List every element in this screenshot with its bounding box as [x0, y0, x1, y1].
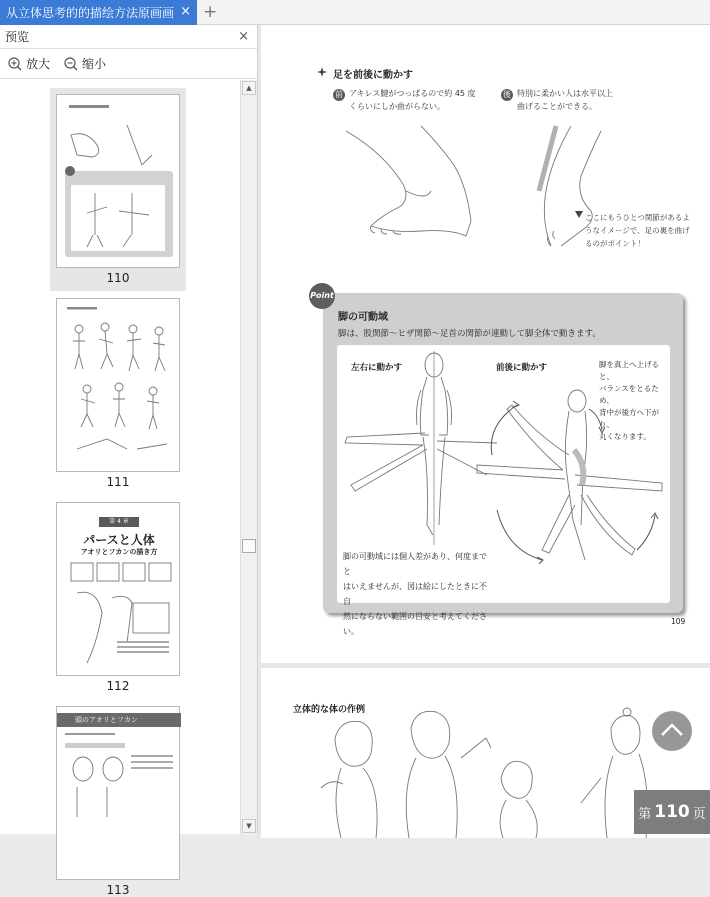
- zoom-out-icon: [64, 57, 78, 71]
- thumbnail-label: 113: [106, 883, 130, 897]
- document-viewer[interactable]: [259, 25, 710, 834]
- page-indicator-prefix: 第: [638, 806, 652, 822]
- zoom-out-label: 缩小: [82, 57, 107, 71]
- thumbnail-scrollbar[interactable]: [240, 80, 257, 834]
- sidebar-header: [0, 25, 257, 49]
- front-text-1: アキレス腱がつっぱるので約 45 度: [349, 89, 476, 98]
- thumb-header: 頭のアオリとフカン: [57, 713, 181, 727]
- point-badge: Point: [309, 283, 335, 309]
- page-indicator-suffix: 页: [692, 806, 706, 822]
- thumbnail-label: 111: [106, 475, 130, 489]
- page-indicator-number: 110: [654, 802, 690, 822]
- left-right-heading: 左右に動かす: [351, 363, 403, 373]
- document-page-109: [261, 25, 710, 663]
- arrow-note-1: ここにもうひとつ関節があるよ: [585, 213, 690, 222]
- foot-front-illustration: [341, 121, 481, 251]
- zoom-in-button[interactable]: [8, 55, 50, 72]
- thumbnail-image: [56, 706, 180, 880]
- back-text-1: 特別に柔かい人は水平以上: [517, 89, 613, 98]
- back-to-top-button[interactable]: [652, 711, 692, 751]
- back-marker: 後: [503, 90, 511, 99]
- thumbnail-image: [56, 94, 180, 268]
- page-indicator: [634, 790, 710, 834]
- thumbnail-label: 112: [106, 679, 130, 693]
- point-subtitle: 脚は、股関節～ヒザ関節～足首の関節が連動して脚全体で動きます。: [338, 329, 601, 339]
- thumbnail-image: [56, 298, 180, 472]
- chevron-up-icon: [652, 711, 692, 751]
- front-marker: 前: [335, 90, 343, 99]
- chapter-title: パースと人体: [83, 533, 155, 547]
- diamond-bullet-icon: [317, 67, 327, 77]
- thumbnail-page-112[interactable]: [50, 496, 186, 699]
- footnote-line-3: 然にならない範囲の目安と考えてください。: [343, 612, 487, 636]
- side-note-line-1: 脚を真上へ上げると、: [599, 360, 659, 381]
- page-number: 109: [671, 617, 686, 626]
- document-tab[interactable]: [0, 0, 197, 25]
- arrow-note-3: るのがポイント！: [585, 239, 645, 248]
- side-note-line-2: バランスをとるため、: [599, 384, 659, 405]
- thumbnail-page-110[interactable]: [50, 88, 186, 291]
- scroll-down-arrow-icon[interactable]: ▼: [242, 819, 256, 833]
- tab-title: 从立体思考的的描绘方法原画画: [6, 6, 175, 20]
- footnote-line-1: 脚の可動域には個人差があり、何度までと: [343, 552, 487, 576]
- scroll-thumb[interactable]: [242, 539, 256, 553]
- zoom-in-label: 放大: [26, 57, 51, 71]
- thumbnail-page-113[interactable]: [50, 700, 186, 897]
- thumbnail-list: [0, 80, 240, 897]
- footnote-line-2: はいえませんが、図は絵にしたときに不自: [343, 582, 487, 606]
- arrow-note-2: うなイメージで、足の裏を曲げ: [585, 226, 690, 235]
- new-tab-icon[interactable]: +: [203, 2, 218, 22]
- point-title: 脚の可動域: [338, 312, 388, 323]
- point-footnote: [343, 549, 493, 639]
- next-page-title: 立体的な体の作例: [293, 705, 366, 715]
- section-heading: 足を前後に動かす: [333, 70, 413, 81]
- thumbnail-label: 110: [106, 271, 130, 285]
- thumbnail-image: [56, 502, 180, 676]
- back-text-2: 曲げることができる。: [517, 102, 597, 111]
- front-text-2: くらいにしか曲がらない。: [349, 102, 445, 111]
- triangle-pointer-icon: [575, 211, 583, 219]
- zoom-out-button[interactable]: [64, 55, 106, 72]
- tab-close-icon[interactable]: ×: [180, 4, 191, 19]
- side-note-line-4: 丸くなります。: [599, 432, 651, 441]
- front-back-heading: 前後に動かす: [496, 363, 548, 373]
- sidebar-close-icon[interactable]: ×: [238, 29, 249, 44]
- chapter-subtitle: アオリとフカンの描き方: [80, 548, 158, 556]
- scroll-up-arrow-icon[interactable]: ▲: [242, 81, 256, 95]
- preview-sidebar: [0, 25, 258, 897]
- point-inner-panel: [337, 345, 670, 636]
- tab-bar: [0, 0, 710, 25]
- zoom-toolbar: [0, 49, 257, 79]
- side-note-line-3: 背中が後方へ下がり、: [599, 408, 659, 429]
- thumbnail-page-111[interactable]: [50, 292, 186, 495]
- zoom-in-icon: [8, 57, 22, 71]
- sidebar-title: 预览: [5, 30, 30, 44]
- chapter-label: 第 4 章: [99, 517, 139, 527]
